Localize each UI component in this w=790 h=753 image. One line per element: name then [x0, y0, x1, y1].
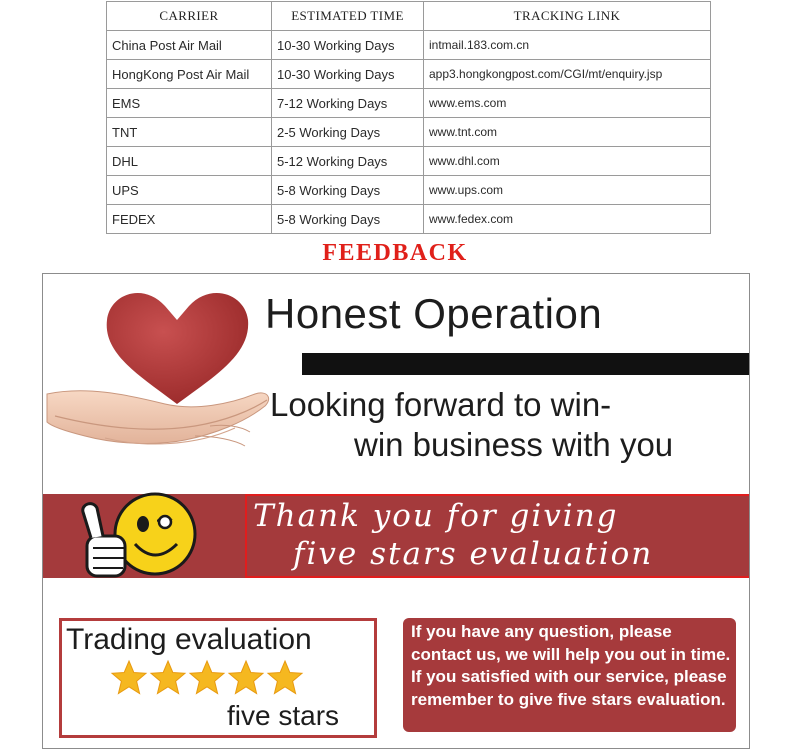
- carrier-cell: TNT: [107, 118, 272, 147]
- shipping-table: [106, 1, 711, 234]
- tracking-link[interactable]: www.fedex.com: [424, 205, 711, 234]
- feedback-panel: [42, 273, 750, 749]
- heart-icon: [107, 293, 248, 404]
- divider-bar: [302, 353, 750, 375]
- tagline-line-1: Looking forward to win-: [270, 386, 612, 423]
- star-icon: [149, 659, 187, 697]
- carrier-cell: UPS: [107, 176, 272, 205]
- table-row: [107, 205, 711, 234]
- time-cell: 7-12 Working Days: [272, 89, 424, 118]
- trading-evaluation-title: Trading evaluation: [66, 623, 312, 656]
- star-icon: [266, 659, 304, 697]
- table-row: [107, 147, 711, 176]
- thanks-line-2: five stars evaluation: [293, 536, 654, 572]
- feedback-heading: FEEDBACK: [322, 240, 468, 266]
- tracking-link[interactable]: app3.hongkongpost.com/CGI/mt/enquiry.jsp: [424, 60, 711, 89]
- table-row: [107, 118, 711, 147]
- star-icon: [227, 659, 265, 697]
- carrier-cell: HongKong Post Air Mail: [107, 60, 272, 89]
- tracking-link[interactable]: www.ups.com: [424, 176, 711, 205]
- thanks-line-1: Thank you for giving: [253, 498, 619, 534]
- star-rating: [110, 659, 304, 697]
- table-header-row: [107, 2, 711, 31]
- column-header-carrier: CARRIER: [107, 2, 272, 31]
- table-row: [107, 31, 711, 60]
- hands-icon: [47, 391, 269, 446]
- carrier-cell: DHL: [107, 147, 272, 176]
- trading-evaluation-box: [59, 618, 377, 738]
- carrier-cell: FEDEX: [107, 205, 272, 234]
- time-cell: 10-30 Working Days: [272, 60, 424, 89]
- tracking-link[interactable]: www.ems.com: [424, 89, 711, 118]
- time-cell: 5-8 Working Days: [272, 176, 424, 205]
- time-cell: 5-8 Working Days: [272, 205, 424, 234]
- tagline-line-2: win business with you: [354, 426, 674, 463]
- column-header-tracking-link: TRACKING LINK: [424, 2, 711, 31]
- smiley-thumbs-up-icon: [73, 486, 203, 584]
- contact-message-box: [403, 618, 736, 732]
- time-cell: 10-30 Working Days: [272, 31, 424, 60]
- column-header-estimated-time: ESTIMATED TIME: [272, 2, 424, 31]
- time-cell: 2-5 Working Days: [272, 118, 424, 147]
- carrier-cell: China Post Air Mail: [107, 31, 272, 60]
- tracking-link[interactable]: www.tnt.com: [424, 118, 711, 147]
- table-row: [107, 176, 711, 205]
- honest-operation-title: Honest Operation: [265, 290, 603, 337]
- tracking-link[interactable]: intmail.183.com.cn: [424, 31, 711, 60]
- contact-message-text: If you have any question, please contact us, we will help you out in time. If you satisfied with our service, please remember to give five stars evaluation.: [411, 622, 731, 709]
- tracking-link[interactable]: www.dhl.com: [424, 147, 711, 176]
- table-row: [107, 60, 711, 89]
- table-row: [107, 89, 711, 118]
- rating-label: five stars: [227, 700, 340, 731]
- carrier-cell: EMS: [107, 89, 272, 118]
- star-icon: [188, 659, 226, 697]
- time-cell: 5-12 Working Days: [272, 147, 424, 176]
- star-icon: [110, 659, 148, 697]
- heart-in-hands-illustration: [45, 276, 275, 476]
